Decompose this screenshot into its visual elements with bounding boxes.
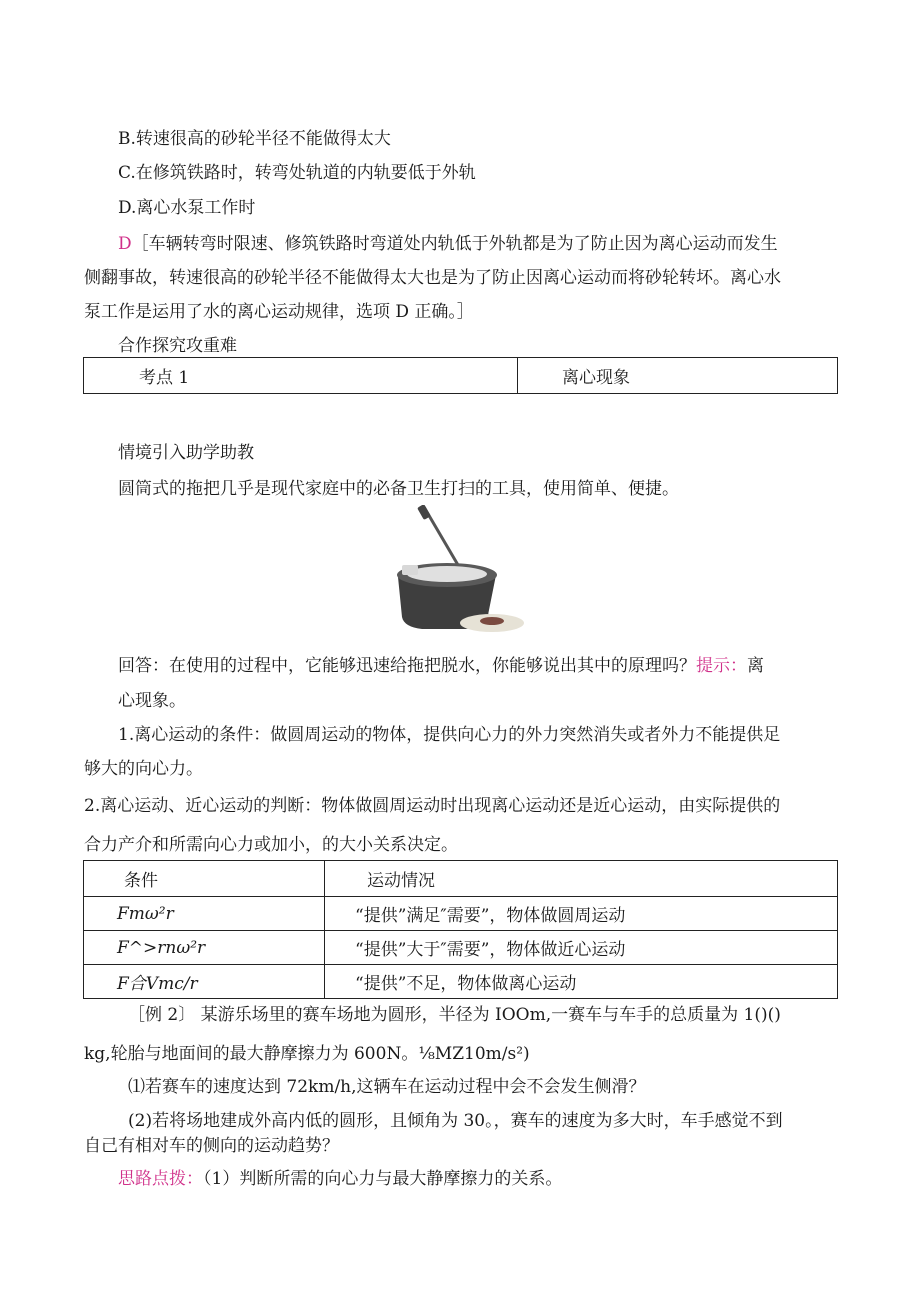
option-d: D.离心水泵工作时 [118, 198, 256, 218]
hint-tail: 离 [747, 656, 764, 676]
point2-line-2: 合力产介和所需向心力或加小，的大小关系决定。 [84, 835, 458, 855]
tip-label: 思路点拨： [118, 1169, 203, 1189]
kaodian-box [83, 357, 838, 394]
question-text: 回答：在使用的过程中，它能够迅速给拖把脱水，你能够说出其中的原理吗？ [118, 656, 696, 676]
tip-line [118, 1168, 562, 1190]
table-row [84, 965, 838, 999]
option-c: C.在修筑铁路时，转弯处轨道的内轨要低于外轨 [118, 163, 476, 183]
table-row [84, 897, 838, 931]
mop-bucket-image [392, 505, 528, 645]
example-question-2-line-1: (2)若将场地建成外高内低的圆形，且倾角为 30。，赛车的速度为多大时，车手感觉不到 [128, 1111, 783, 1131]
kaodian-label: 考点 1 [84, 358, 518, 394]
table-header-condition: 条件 [84, 861, 325, 897]
answer-line-1 [118, 233, 778, 255]
scene-heading: 情境引入助学助教 [118, 443, 254, 463]
tip-text: （1）判断所需的向心力与最大静摩擦力的关系。 [203, 1169, 563, 1189]
answer-text-1: ［车辆转弯时限速、修筑铁路时弯道处内轨低于外轨都是为了防止因为离心运动而发生 [131, 234, 778, 254]
table-row [84, 931, 838, 965]
condition-cell: Fmω²r [84, 897, 325, 931]
point1-line-1: 1.离心运动的条件：做圆周运动的物体，提供向心力的外力突然消失或者外力不能提供足 [118, 725, 781, 745]
example-question-1: ⑴若赛车的速度达到 72km/h,这辆车在运动过程中会不会发生侧滑？ [128, 1077, 646, 1097]
answer-line-2: 侧翻事故，转速很高的砂轮半径不能做得太大也是为了防止因离心运动而将砂轮转坏。离心水 [84, 268, 781, 288]
scene-question [118, 655, 764, 677]
scene-hint-line-2: 心现象。 [118, 691, 186, 711]
motion-cell: “提供”满足″需要”，物体做圆周运动 [325, 897, 838, 931]
example-line-2: kg,轮胎与地面间的最大静摩擦力为 600N。⅛MZ10m∕s²) [84, 1044, 530, 1064]
answer-letter: D [118, 234, 132, 254]
example-line-1: ［例 2〕 某游乐场里的赛车场地为圆形，半径为 IOOm,一赛车与车手的总质量为 1()() [128, 1005, 781, 1025]
scene-intro: 圆筒式的拖把几乎是现代家庭中的必备卫生打扫的工具，使用简单、便捷。 [118, 479, 679, 499]
section-title: 合作探究攻重难 [118, 336, 237, 356]
example-question-2-line-2: 自己有相对车的侧向的运动趋势？ [84, 1136, 339, 1156]
motion-cell: “提供”不足，物体做离心运动 [325, 965, 838, 999]
condition-cell: F^>rnω²r [84, 931, 325, 965]
hint-label: 提示： [696, 656, 747, 676]
point1-line-2: 够大的向心力。 [84, 759, 203, 779]
table-header-motion: 运动情况 [325, 861, 838, 897]
condition-table [83, 860, 838, 999]
option-b: B.转速很高的砂轮半径不能做得太大 [118, 129, 391, 149]
kaodian-title: 离心现象 [518, 358, 838, 394]
answer-line-3: 泵工作是运用了水的离心运动规律，选项 D 正确。］ [84, 302, 474, 322]
point2-line-1: 2.离心运动、近心运动的判断：物体做圆周运动时出现离心运动还是近心运动，由实际提供的 [84, 796, 781, 816]
motion-cell: “提供”大于″需要”，物体做近心运动 [325, 931, 838, 965]
condition-cell: F合Vmc/r [84, 965, 325, 999]
